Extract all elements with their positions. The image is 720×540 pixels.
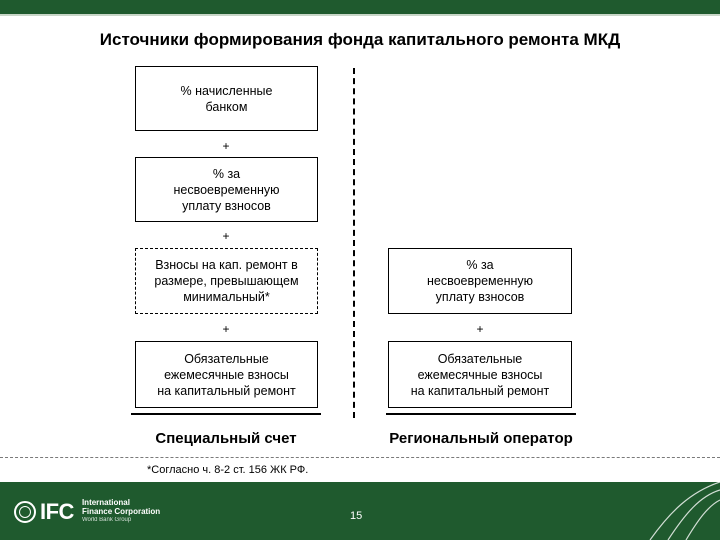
footnote: *Согласно ч. 8-2 ст. 156 ЖК РФ. [147, 464, 309, 476]
footer-bar [0, 482, 720, 540]
slide-title: Источники формирования фонда капитального ремонта МКД [99, 30, 621, 49]
logo-line-1: International [81, 498, 130, 507]
top-accent-line [0, 14, 720, 16]
globe-icon [14, 501, 36, 523]
box-bank-interest: % начисленные банком [135, 66, 318, 131]
top-bar [0, 0, 720, 14]
special-account-label: Специальный счет [155, 430, 297, 447]
page-number: 15 [350, 510, 363, 522]
box-mandatory-right: Обязательные ежемесячные взносы на капитальный ремонт [388, 341, 572, 408]
plus-sign: + [222, 229, 230, 243]
box-late-payment-left: % за несвоевременную уплату взносов [135, 157, 318, 222]
decorative-swoosh-icon [630, 482, 720, 540]
plus-sign: + [222, 139, 230, 153]
plus-sign: + [476, 322, 484, 336]
plus-sign: + [222, 322, 230, 336]
right-baseline [386, 413, 576, 415]
box-late-payment-right: % за несвоевременную уплату взносов [388, 248, 572, 314]
logo-text: IFC [40, 498, 74, 524]
logo-line-2: Finance Corporation [81, 507, 161, 516]
column-divider [353, 68, 355, 418]
box-extra-contributions: Взносы на кап. ремонт в размере, превышающем минимальный* [135, 248, 318, 314]
footnote-separator [0, 457, 720, 458]
ifc-logo [14, 498, 160, 525]
logo-line-3: World Bank Group [81, 517, 132, 523]
left-baseline [131, 413, 321, 415]
regional-operator-label: Региональный оператор [389, 430, 573, 447]
logo-subtitle [82, 498, 160, 525]
box-mandatory-left: Обязательные ежемесячные взносы на капитальный ремонт [135, 341, 318, 408]
